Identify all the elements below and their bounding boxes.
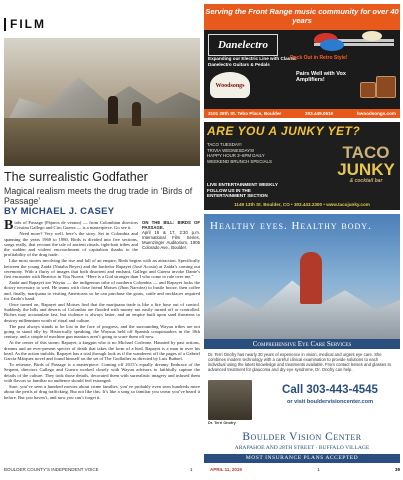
danelectro-logo: Danelectro	[208, 34, 278, 56]
woodsongs-address: 3101 28th St. Tebo Place, Boulder	[208, 111, 282, 116]
taco-logo-bottom: JUNKY	[337, 160, 395, 179]
hero-ground	[4, 118, 200, 166]
article-byline: BY MICHAEL J. CASEY	[4, 206, 115, 217]
woodsongs-phone: 303.449.0516	[305, 111, 334, 116]
doctor-photo	[208, 380, 252, 420]
amp-icon	[376, 76, 396, 98]
article-paragraph: Zaida and Rapayet are Wayuu — the indigenous tribe of northern Colombia — and Rapayet lacks the dowry necessary to wed. He teams with close friend Moises (Jhon Narváez) to hustle booze, then coffee and, finally, marijuana to visiting Americans so he can purchase the goats, cattle and necklaces required for Zaida’s hand.	[4, 280, 200, 301]
vision-insurance-band: MOST INSURANCE PLANS ACCEPTED	[204, 454, 400, 463]
taco-junky-logo	[336, 144, 396, 198]
hero-figure	[132, 102, 141, 126]
woodsongs-ad-footer	[204, 109, 400, 118]
hiker-photo	[204, 214, 400, 339]
photo-hiker	[300, 252, 322, 304]
hero-figure	[108, 96, 118, 124]
taco-special-item: WEEKEND BRUNCH SPECIALS	[207, 158, 272, 164]
taco-ad-live	[207, 182, 278, 199]
footer-right-marker: 1	[317, 467, 320, 472]
footer-tagline: BOULDER COUNTY’S INDEPENDENT VOICE	[4, 467, 99, 472]
woodsongs-ad-line1: Expanding our Electric Line with Classic	[208, 56, 297, 61]
taco-logo-top: TACO	[342, 143, 390, 162]
taco-junky-ad[interactable]	[204, 122, 400, 210]
guitars-illustration	[312, 30, 398, 52]
woodsongs-ad-amps: Pairs Well with Vox Amplifiers!	[296, 71, 346, 83]
taco-live-line: ENTERTAINMENT SECTION	[207, 193, 268, 199]
boulder-vision-ad[interactable]	[204, 214, 400, 474]
taco-ad-address: 1149 13th St. Boulder, CO • 303.443.2300 • www.tacojunky.com	[234, 202, 370, 207]
on-the-bill-box	[142, 220, 200, 250]
vision-website[interactable]: or visit bouldervisioncenter.com	[286, 399, 374, 405]
issue-date: APRIL 11, 2019	[210, 467, 242, 472]
vision-ad-band: Comprehensive Eye Care Services	[204, 339, 400, 349]
taco-special-item: TRIVIA WEDNESDAYS!	[207, 147, 255, 153]
woodsongs-web[interactable]: bwoodsongs.com	[356, 111, 396, 116]
article-paragraph: At the center of this storm: Rapayet, a kingpin who is no Michael Corleone. Haunted by past actions, dreams and an ever-present specter of death that takes the form of a bird, Rapayet is a man in over his head. As the action unfolds, Rapayet has a trial through look as if the wanderest off the pages of a Gabriel García Márquez novel and found himself on the set of The Godfather as directed by Luis Buñuel.	[4, 340, 200, 362]
amp-icon	[360, 82, 376, 98]
vision-ad-headline: Healthy eyes. Healthy body.	[210, 220, 372, 232]
woodsongs-ad-retro: Rock Out in Retro Style!	[290, 55, 348, 61]
taco-special-item: TACO TUESDAY!	[207, 142, 242, 147]
taco-logo-tag: & cocktail bar	[349, 178, 383, 184]
article-paragraph: The past always stands to be lost in the face of progress, and the surrounding Wayuu tribes are not going to stand idly by. Historically speaking, the Wayuus held off Spanish conquistadors in the 18th century, and a couple of machine gun maniacs aren’t going to scare them off now.	[4, 323, 200, 340]
vision-center-name: Boulder Vision Center	[242, 431, 362, 443]
woodsongs-ad[interactable]	[204, 4, 400, 118]
page-number: 39	[394, 467, 400, 472]
drop-cap: B	[4, 218, 14, 233]
on-the-bill-body: April 16 & 17, 2:30 p.m. International Film Series, Muenzinger Auditorium, 1905 Colorado Ave., Boulder.	[142, 230, 200, 250]
article-paragraph: Like most stories involving the rise and fall of an empire, Birds begins with an attraction. Specifically between the young Zaida (Natalia Reyes) and the bachelor Rapayet (José Acosta) at Zaida’s coming out ceremony. With a flurry of images that both disorient and enchant, Gallego and Guerra invoke Dante’s first encounter with Beatrice in Vita Nuova: “Here is a God stronger than I who come to rule over me.”	[4, 258, 200, 280]
vision-call[interactable]: Call 303-443-4545	[282, 384, 378, 396]
article-paragraph: irds of Passage (Pájaros de verano) — from Colombian directors Cristina Gallego and Ciro Guerra — is a masterpiece. Go see it.	[14, 220, 138, 231]
vision-ad-text: Dr. Terri Onofry has nearly 30 years of experience in vision, medical and urgent eye care. She combines modern technology with a careful clinical examination to provide solutions to each individual using the latest knowledge and treatments available. From contact lenses and glasses to advanced treatment for glaucoma and dry eye syndrome, Dr. Onofry can help.	[208, 352, 391, 372]
article-body	[4, 220, 200, 401]
woodsongs-ad-line2: Danelectro Guitars & Pedals	[208, 62, 270, 67]
on-the-bill-title: ON THE BILL: BIRDS OF PASSAGE.	[142, 220, 200, 230]
article-paragraph: Need more? Very well, here’s the story. Set in Colombia and spanning the years 1968 to 1980, Birds is divided into five sections, songs really, that recount the tale of ancient rituals, tight-knit tribes and the sudden and violent encroachment of capitalism thanks to the profitability of the drug trade.	[4, 231, 138, 258]
film-article	[4, 14, 200, 400]
footer-right	[210, 467, 400, 472]
article-title: The surrealistic Godfather	[4, 170, 148, 184]
section-label: FILM	[10, 17, 46, 31]
taco-live-line: FOLLOW US IN THE	[207, 187, 251, 193]
article-paragraph: Sure, you’ve seen a hundred movies about crime families, you’ve probably even seen hundreds more about the perils of drug trafficking. But not like this. It’s like a song so familiar you swear you’ve heard it before. But you haven’t, and now you can’t forget it.	[4, 384, 200, 400]
footer-left-page: 1	[190, 467, 193, 472]
taco-live-line: LIVE ENTERTAINMENT WEEKLY	[207, 182, 278, 187]
article-hero-image	[4, 38, 200, 166]
vision-center-address: ARAPAHOE AND 28TH STREET · BUFFALO VILLAGE	[234, 445, 370, 451]
article-subtitle: Magical realism meets the drug trade in ‘Birds of Passage’	[4, 186, 193, 206]
taco-special-item: HAPPY HOUR 3–6PM DAILY	[207, 153, 265, 158]
woodsongs-logo: Woodsongs	[210, 72, 250, 98]
taco-ad-specials	[207, 142, 327, 164]
article-paragraph: To reiterate, Birds of Passage is a masterpiece. Coming off 2015’s equally dreamy Embrace of the Serpent, directors Gallego and Guerra worked closely with Wayuu advisors to faithfully capture the details of the culture. They took those details, decorated them with surrealistic imagery and infused them with flavors so familiar no audience should feel estranged.	[4, 362, 200, 383]
woodsongs-ad-headline: Serving the Front Range music community for over 40 years	[204, 4, 400, 30]
section-header	[4, 14, 200, 34]
article-paragraph: Once turned on, Rapayet and Moises find that the marijuana trade is like a fire hose out of control. Suddenly the hills and deserts of Colombia are flooded with money not easily turned off or controlled. Riches may accumulate fast, but violence is always faster, and an empire built upon sand threatens to destroy millennium worth of ritual and culture.	[4, 302, 200, 323]
doctor-name: Dr. Terri Onofry	[208, 421, 236, 425]
taco-ad-headline: ARE YOU A JUNKY YET?	[207, 124, 361, 138]
section-bar	[4, 18, 6, 31]
